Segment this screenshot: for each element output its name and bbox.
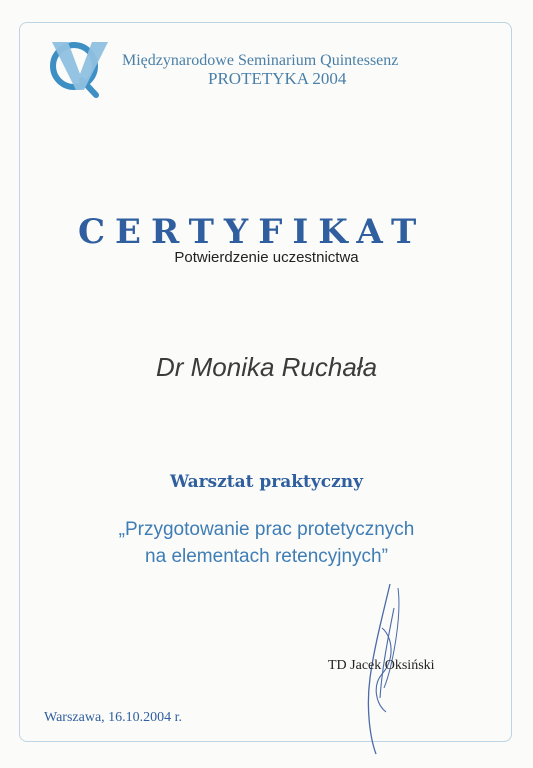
signer-name: TD Jacek Oksiński	[328, 658, 435, 673]
topic-line-2: na elementach retencyjnych”	[145, 546, 388, 567]
organizer-name: Międzynarodowe Seminarium Quintessenz	[122, 52, 399, 69]
workshop-topic	[0, 516, 533, 570]
place-and-date: Warszawa, 16.10.2004 r.	[44, 710, 183, 725]
topic-line-1: „Przygotowanie prac protetycznych	[118, 519, 415, 540]
recipient-name: Dr Monika Ruchała	[155, 352, 378, 382]
certificate-title: CERTYFIKAT	[78, 212, 427, 252]
event-name: PROTETYKA 2004	[208, 69, 347, 88]
certificate-subtitle: Potwierdzenie uczestnictwa	[174, 249, 359, 266]
organizer-block	[122, 52, 462, 88]
quintessenz-logo-icon	[48, 38, 112, 98]
workshop-label: Warsztat praktyczny	[169, 472, 364, 492]
